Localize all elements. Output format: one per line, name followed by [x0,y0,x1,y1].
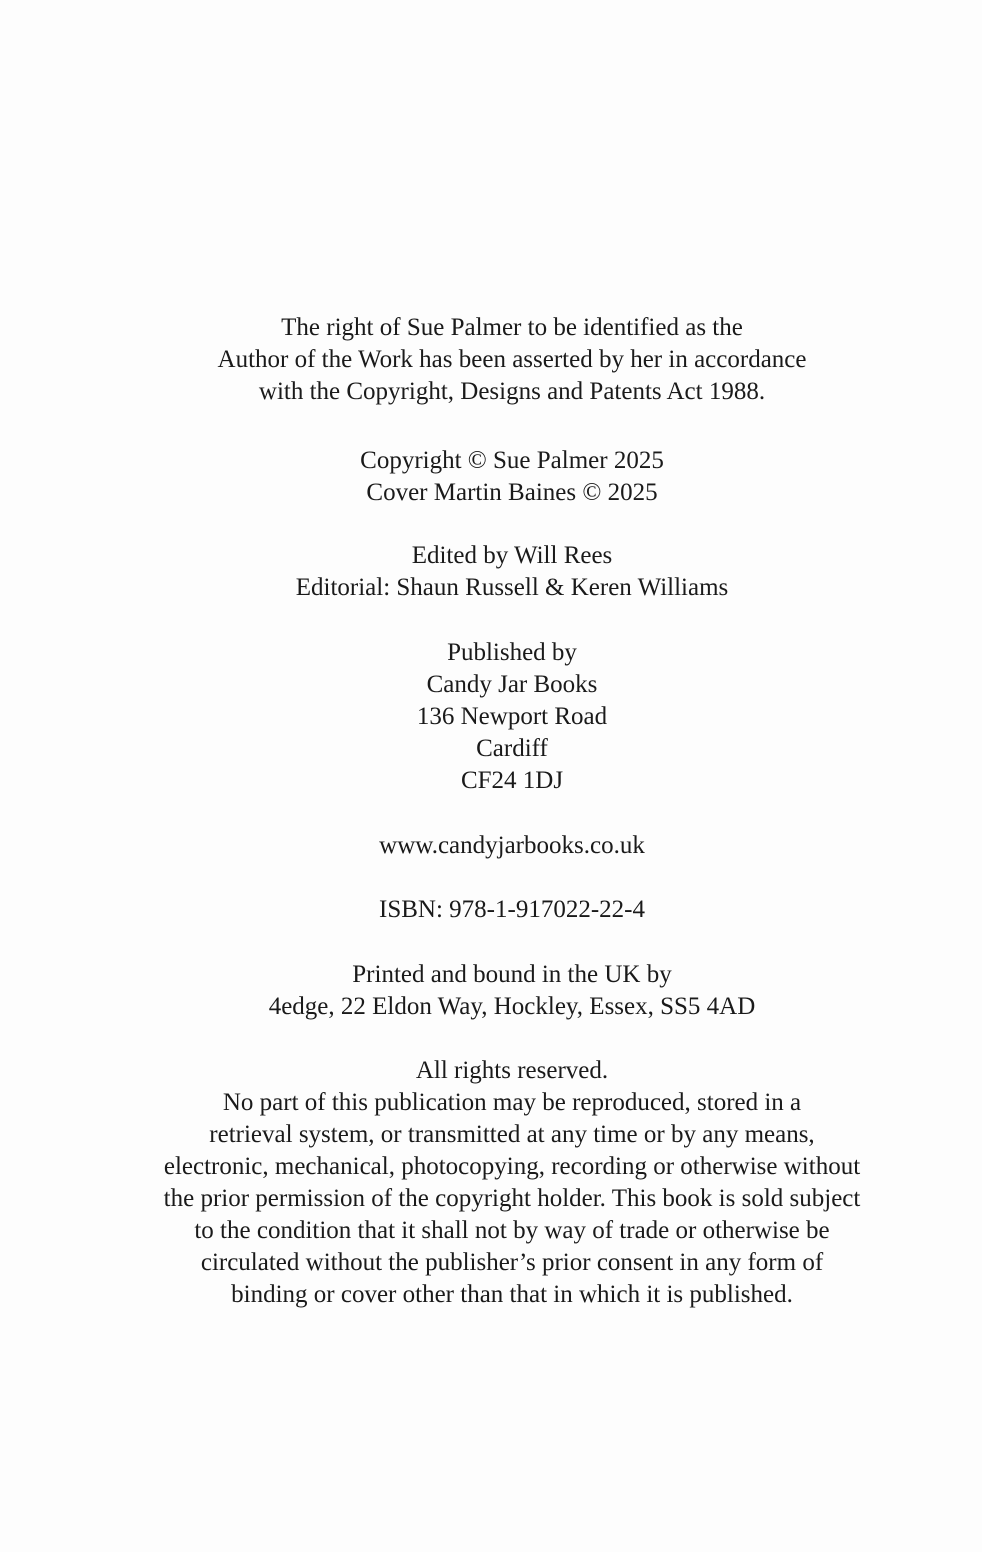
publisher-name: Candy Jar Books [426,671,598,698]
publisher-block [0,637,982,797]
rights-reserved-line: electronic, mechanical, photocopying, recording or otherwise without [163,1153,861,1180]
isbn-block [0,894,982,926]
rights-assertion-line: The right of Sue Palmer to be identified as the [281,314,743,341]
rights-reserved-line: the prior permission of the copyright holder. This book is sold subject [163,1185,861,1212]
editing-block [0,540,982,604]
printer-address: 4edge, 22 Eldon Way, Hockley, Essex, SS5 4AD [268,993,756,1020]
copyright-block [0,445,982,509]
published-by-label: Published by [447,639,577,666]
rights-reserved-line: circulated without the publisher’s prior consent in any form of [200,1249,824,1276]
rights-assertion-block [0,312,982,408]
rights-reserved-line: to the condition that it shall not by way of trade or otherwise be [194,1217,830,1244]
rights-reserved-heading: All rights reserved. [415,1057,609,1084]
rights-reserved-line: binding or cover other than that in which it is published. [231,1281,793,1308]
website-block [0,830,982,862]
cover-credit-line: Cover Martin Baines © 2025 [366,479,658,506]
publisher-city: Cardiff [476,735,548,762]
rights-reserved-line: retrieval system, or transmitted at any time or by any means, [209,1121,815,1148]
printer-line: Printed and bound in the UK by [352,961,672,988]
rights-reserved-block [0,1055,982,1311]
publisher-street: 136 Newport Road [416,703,608,730]
printer-block [0,959,982,1023]
rights-assertion-line: with the Copyright, Designs and Patents Act 1988. [258,378,766,405]
rights-assertion-line: Author of the Work has been asserted by her in accordance [217,346,807,373]
editor-line: Edited by Will Rees [411,542,613,569]
copyright-line: Copyright © Sue Palmer 2025 [360,447,664,474]
editorial-line: Editorial: Shaun Russell & Keren Williams [295,574,729,601]
publisher-postcode: CF24 1DJ [460,767,564,794]
website-url: www.candyjarbooks.co.uk [379,832,645,859]
rights-reserved-line: No part of this publication may be reproduced, stored in a [222,1089,802,1116]
isbn-line: ISBN: 978-1-917022-22-4 [379,896,645,923]
